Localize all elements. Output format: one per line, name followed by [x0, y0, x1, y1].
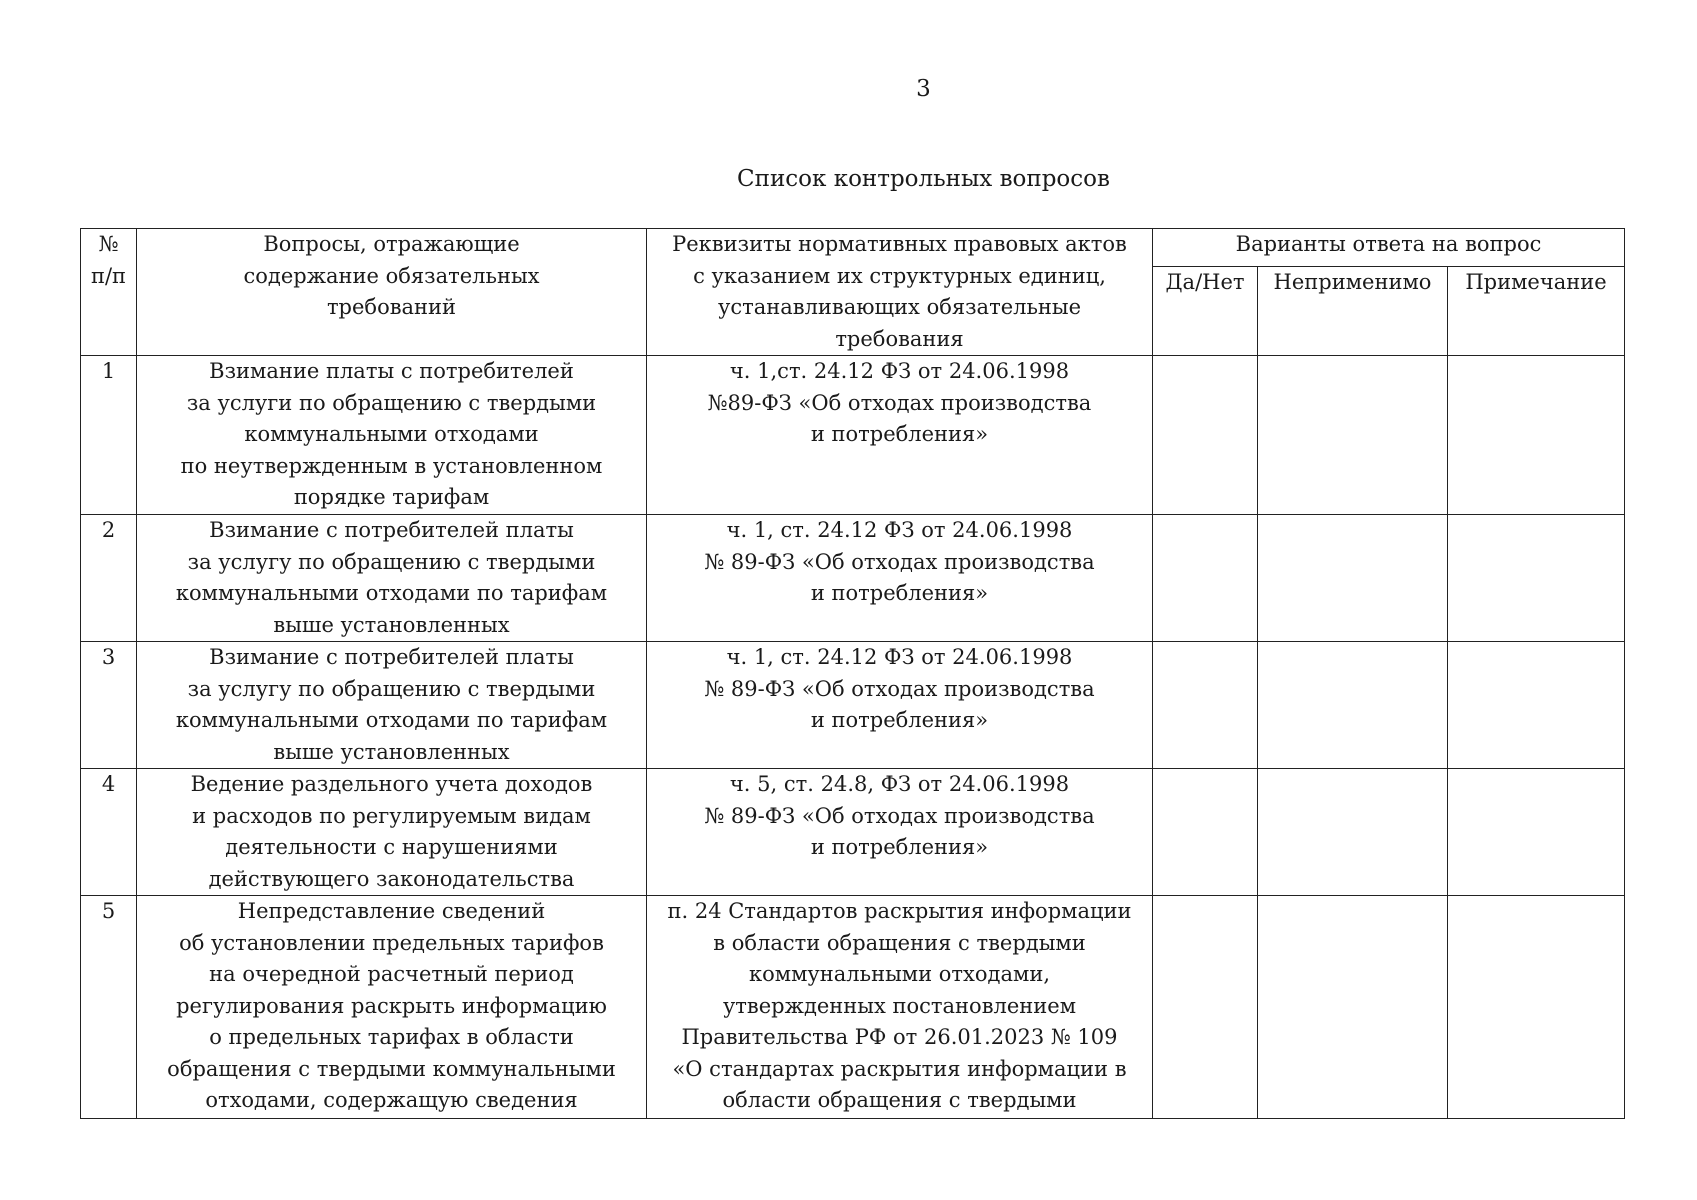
note-cell[interactable]	[1448, 769, 1625, 896]
row-legal-act: ч. 5, ст. 24.8, ФЗ от 24.06.1998 № 89-ФЗ «Об отходах производства и потребления»	[647, 769, 1153, 896]
yes-no-cell[interactable]	[1153, 642, 1258, 769]
table-row	[81, 896, 1625, 1119]
document-title: Список контрольных вопросов	[737, 166, 1110, 192]
row-question: Непредставление сведений об установлении предельных тарифов на очередной расчетный период регулирования раскрыть информацию о предельных тарифах в области обращения с твердыми коммунальными отходами, содержащую сведения	[137, 896, 647, 1119]
row-number: 5	[81, 896, 137, 1119]
table-row	[81, 515, 1625, 642]
row-question: Взимание платы с потребителей за услуги по обращению с твердыми коммунальными отходами по неутвержденным в установленном порядке тарифам	[137, 356, 647, 515]
note-cell[interactable]	[1448, 515, 1625, 642]
not-applicable-cell[interactable]	[1258, 515, 1448, 642]
table-row	[81, 642, 1625, 769]
yes-no-cell[interactable]	[1153, 356, 1258, 515]
header-question: Вопросы, отражающие содержание обязательных требований	[137, 229, 647, 356]
row-number: 3	[81, 642, 137, 769]
not-applicable-cell[interactable]	[1258, 896, 1448, 1119]
row-question: Ведение раздельного учета доходов и расходов по регулируемым видам деятельности с нарушениями действующего законодательства	[137, 769, 647, 896]
not-applicable-cell[interactable]	[1258, 769, 1448, 896]
header-answer-options: Варианты ответа на вопрос	[1153, 229, 1625, 267]
row-number: 4	[81, 769, 137, 896]
header-yes-no: Да/Нет	[1153, 267, 1258, 356]
header-legal-acts: Реквизиты нормативных правовых актов с указанием их структурных единиц, устанавливающих обязательные требования	[647, 229, 1153, 356]
header-note: Примечание	[1448, 267, 1625, 356]
row-legal-act: ч. 1, ст. 24.12 ФЗ от 24.06.1998 № 89-ФЗ «Об отходах производства и потребления»	[647, 642, 1153, 769]
control-questions-table	[80, 228, 1625, 1119]
yes-no-cell[interactable]	[1153, 515, 1258, 642]
note-cell[interactable]	[1448, 642, 1625, 769]
not-applicable-cell[interactable]	[1258, 642, 1448, 769]
yes-no-cell[interactable]	[1153, 896, 1258, 1119]
header-not-applicable: Неприменимо	[1258, 267, 1448, 356]
row-number: 2	[81, 515, 137, 642]
yes-no-cell[interactable]	[1153, 769, 1258, 896]
row-question: Взимание с потребителей платы за услугу по обращению с твердыми коммунальными отходами по тарифам выше установленных	[137, 642, 647, 769]
row-legal-act: ч. 1,ст. 24.12 ФЗ от 24.06.1998 №89-ФЗ «Об отходах производства и потребления»	[647, 356, 1153, 515]
note-cell[interactable]	[1448, 896, 1625, 1119]
table-row	[81, 769, 1625, 896]
not-applicable-cell[interactable]	[1258, 356, 1448, 515]
note-cell[interactable]	[1448, 356, 1625, 515]
row-number: 1	[81, 356, 137, 515]
page-number: 3	[916, 76, 931, 102]
row-legal-act: ч. 1, ст. 24.12 ФЗ от 24.06.1998 № 89-ФЗ «Об отходах производства и потребления»	[647, 515, 1153, 642]
header-number: № п/п	[81, 229, 137, 356]
table-row	[81, 356, 1625, 515]
row-legal-act: п. 24 Стандартов раскрытия информации в области обращения с твердыми коммунальными отходами, утвержденных постановлением Правительства РФ от 26.01.2023 № 109 «О стандартах раскрытия информации в области обращения с твердыми	[647, 896, 1153, 1119]
row-question: Взимание с потребителей платы за услугу по обращению с твердыми коммунальными отходами по тарифам выше установленных	[137, 515, 647, 642]
